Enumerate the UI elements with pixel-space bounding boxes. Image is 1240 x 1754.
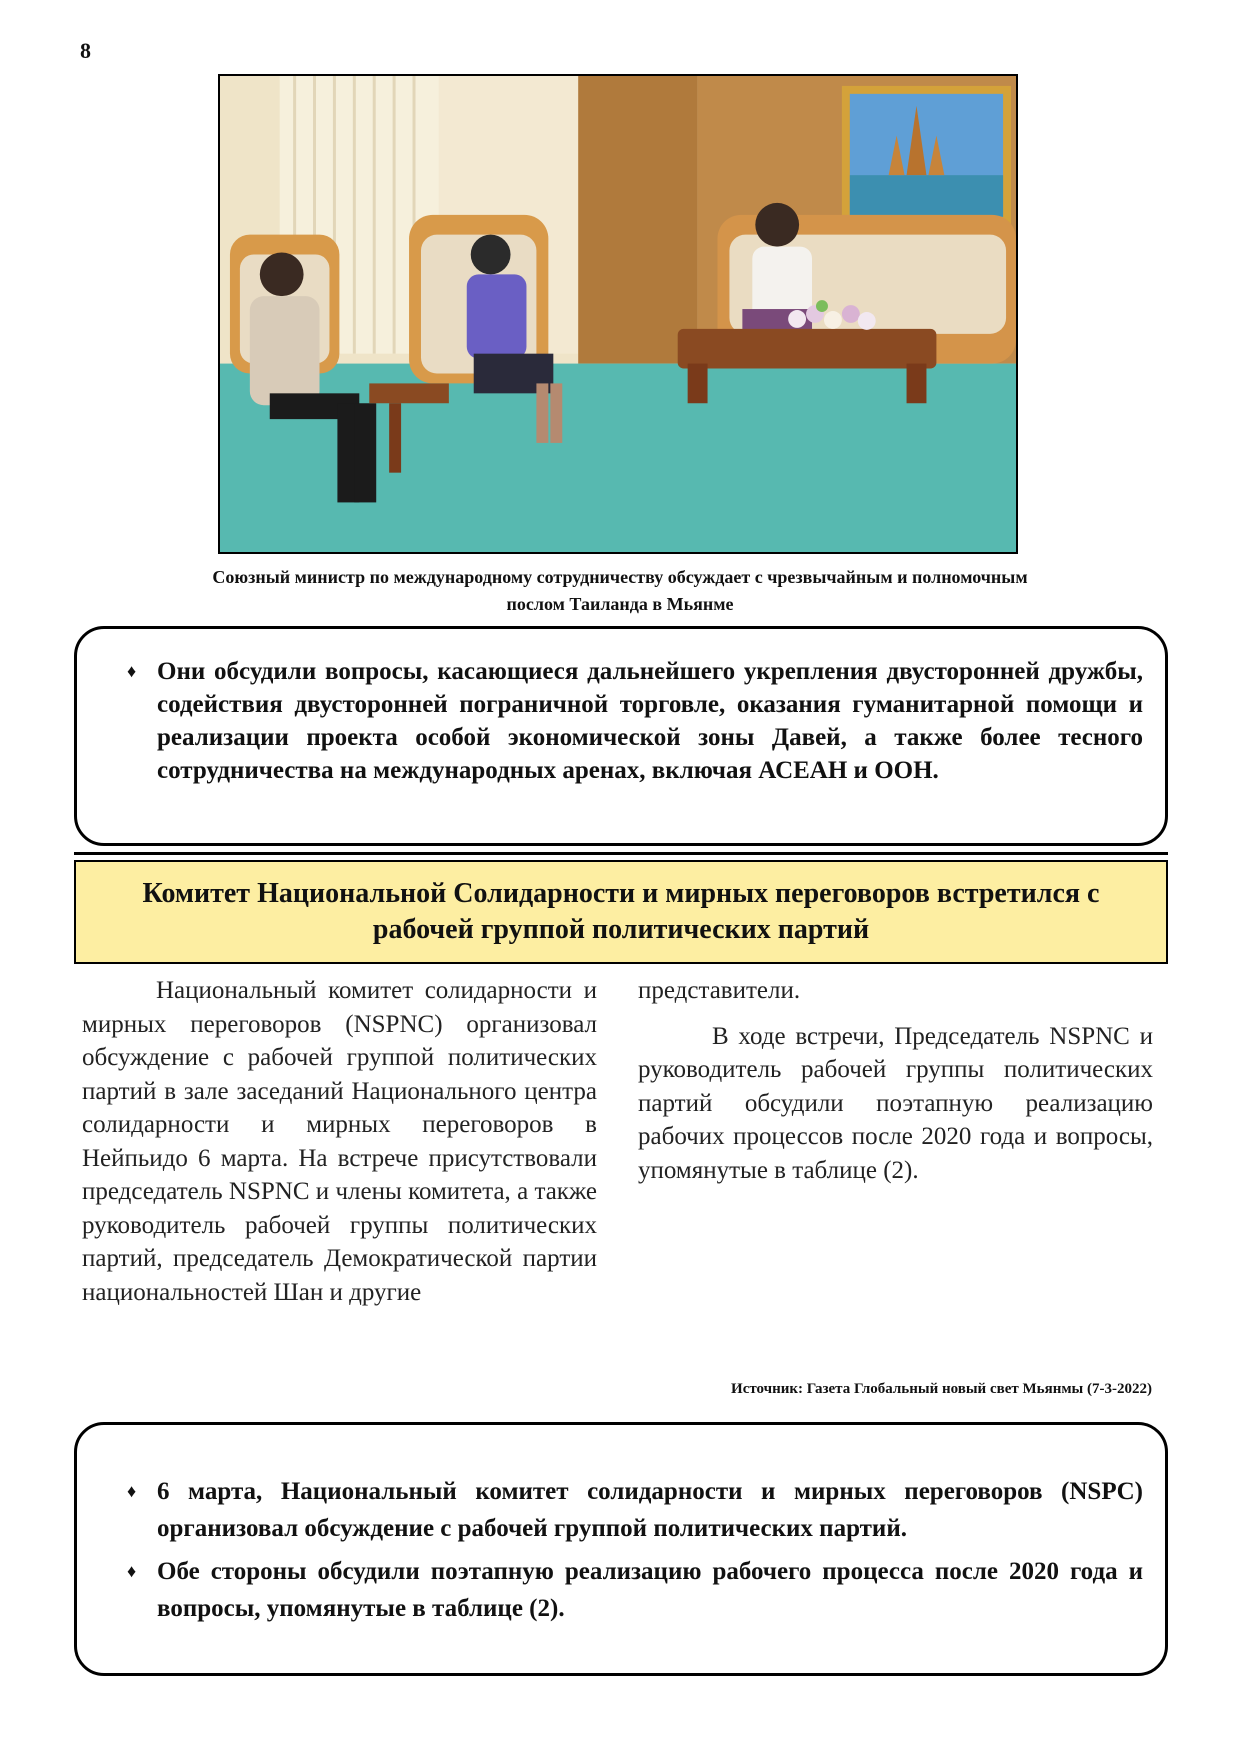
caption-line-1: Союзный министр по международному сотрудничеству обсуждает с чрезвычайным и полномочным [212,567,1028,587]
summary-bullet [127,1553,1143,1627]
summary-box-1 [74,626,1168,846]
article-column-left [82,974,597,1309]
photo-meeting-icon [220,76,1016,552]
diamond-bullet-icon: ♦ [127,661,137,681]
article-paragraph-1-end: представители. [638,977,801,1004]
page-number: 8 [80,38,91,63]
summary-bullet [127,1473,1143,1547]
divider-rule [74,852,1168,855]
caption-line-2: послом Таиланда в Мьянме [506,594,734,614]
article-paragraph-1: Национальный комитет солидарности и мирных переговоров (NSPNC) организовал обсуждение с рабочей группой политических партий в зале заседаний Национального центра солидарности и мирных переговоров в Нейпьидо 6 марта. На встрече присутствовали председатель NSPNC и члены комитета, а также руководитель рабочей группы политических партий, председатель Демократической партии национальностей Шан и другие [82,977,597,1306]
meeting-photo [218,74,1018,554]
article-paragraph-2: В ходе встречи, Председатель NSPNC и руководитель рабочей группы политических партий обсудили поэтапную реализацию рабочих процессов после 2020 года и вопросы, упомянутые в таблице (2). [638,1022,1153,1184]
diamond-bullet-icon: ♦ [127,1561,137,1581]
photo-caption [130,564,1110,618]
article-column-right [638,974,1153,1187]
article-source: Источник: Газета Глобальный новый свет Мьянмы (7-3-2022) [731,1381,1152,1397]
summary-bullet [127,655,1143,787]
summary-bullet-text: 6 марта, Национальный комитет солидарности и мирных переговоров (NSPC) организовал обсуждение с рабочей группой политических партий. [157,1478,1143,1542]
summary-bullet-text: Они обсудили вопросы, касающиеся дальнейшего укрепления двусторонней дружбы, содействия двусторонней пограничной торговле, оказания гуманитарной помощи и реализации проекта особой экономической зоны Давей, а также более тесного сотрудничества на международных аренах, включая АСЕАН и ООН. [157,658,1143,784]
diamond-bullet-icon: ♦ [127,1481,137,1501]
article-heading: Комитет Национальной Солидарности и мирных переговоров встретился с рабочей группой политических партий [74,860,1168,964]
summary-bullet-text: Обе стороны обсудили поэтапную реализацию рабочего процесса после 2020 года и вопросы, упомянутые в таблице (2). [157,1558,1143,1622]
summary-box-2 [74,1422,1168,1676]
